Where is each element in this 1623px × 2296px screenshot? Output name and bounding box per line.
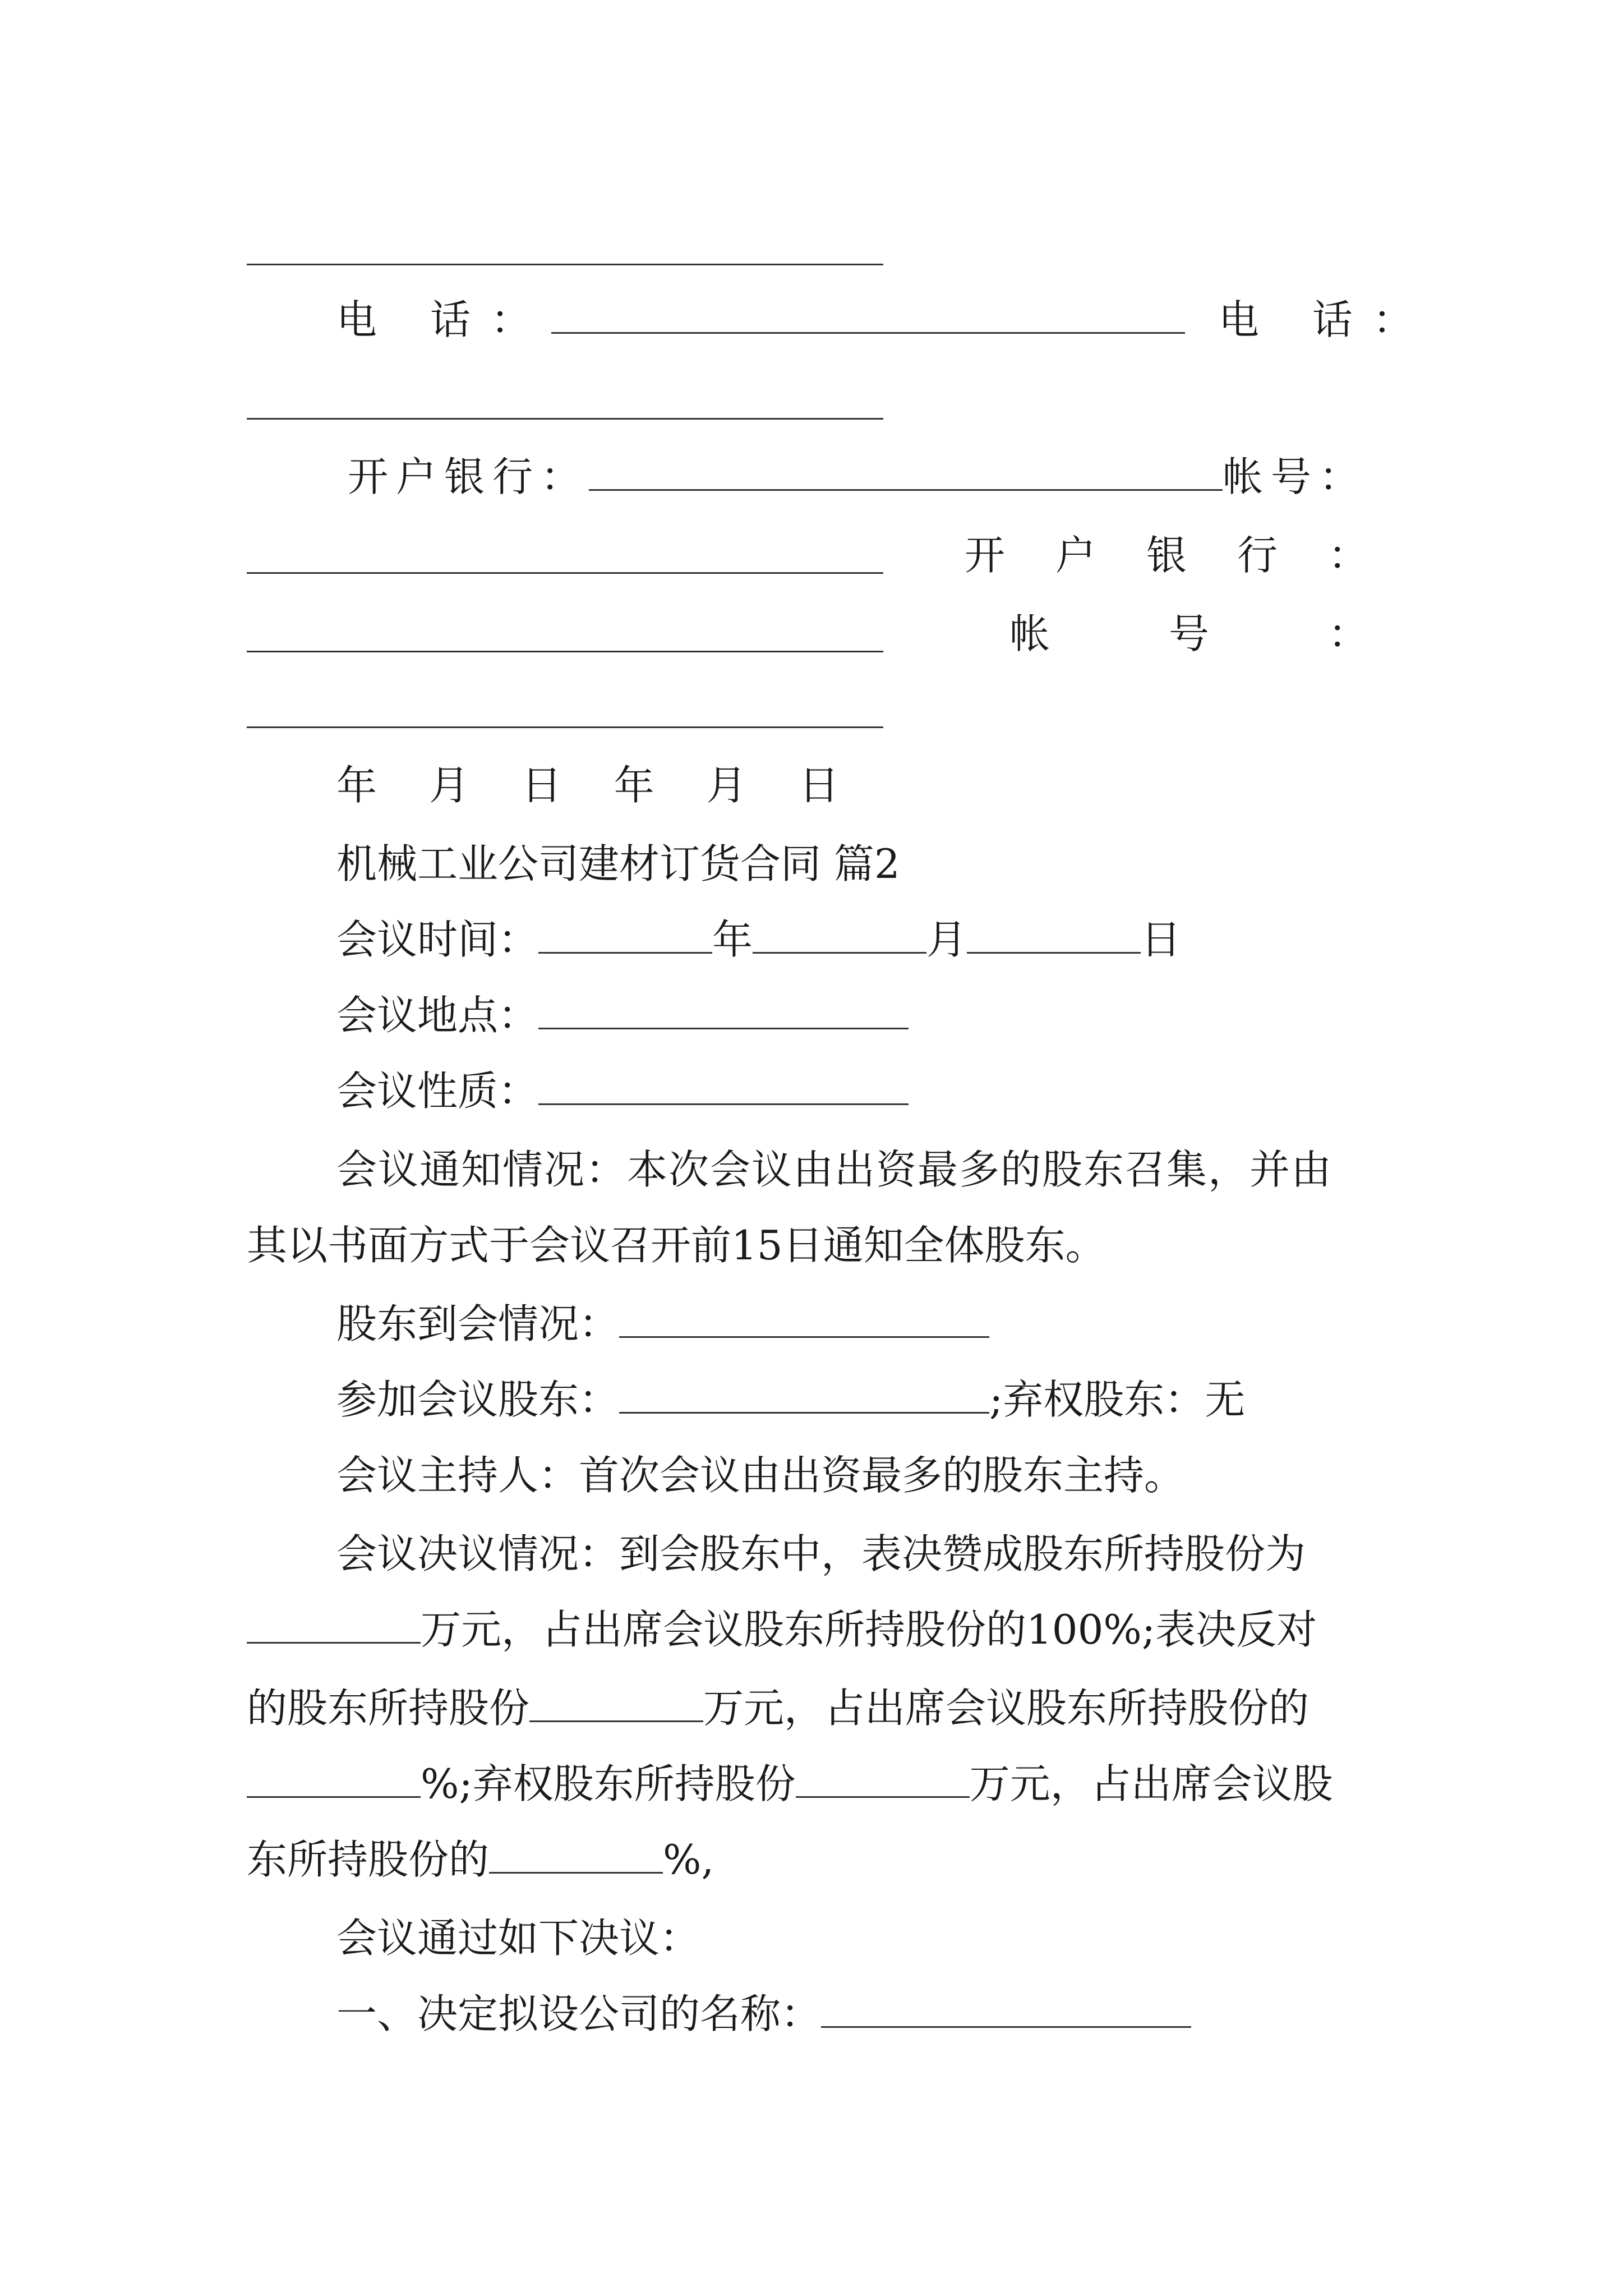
meeting-year-blank[interactable] bbox=[538, 913, 712, 954]
meeting-year-label: 年 bbox=[712, 916, 753, 963]
resolution-line-1 bbox=[336, 1520, 1469, 1588]
host-text: 会议主持人：首次会议由出资最多的股东主持。 bbox=[336, 1452, 1185, 1499]
resolution-text-2: 万元，占出席会议股东所持股份的100%;表决反对 bbox=[421, 1606, 1317, 1653]
phone-label-left: 电 话： bbox=[336, 296, 551, 343]
account-right-char: ： bbox=[1327, 610, 1368, 657]
meeting-nature-label: 会议性质： bbox=[336, 1068, 539, 1115]
participants-row bbox=[336, 1366, 1469, 1433]
meeting-place-label: 会议地点： bbox=[336, 992, 539, 1039]
meeting-place-blank[interactable] bbox=[538, 988, 909, 1029]
passed-label: 会议通过如下决议： bbox=[336, 1915, 700, 1962]
account-label-left: 帐号： bbox=[1223, 453, 1368, 500]
bank-right-char: 户 bbox=[1055, 532, 1096, 579]
blank-line bbox=[247, 264, 883, 265]
notice-line-2 bbox=[247, 1212, 1380, 1279]
phone-label-right: 电 话： bbox=[1218, 296, 1433, 343]
notice-line-1 bbox=[336, 1136, 1380, 1203]
abstain-text: ;弃权股东：无 bbox=[989, 1376, 1246, 1423]
resolution-text-4b: 万元，占出席会议股 bbox=[969, 1760, 1333, 1807]
notice-text-2: 其以书面方式于会议召开前15日通知全体股东。 bbox=[247, 1222, 1106, 1269]
resolution-line-5 bbox=[247, 1826, 1380, 1893]
meeting-nature-blank[interactable] bbox=[538, 1064, 909, 1105]
meeting-place-row bbox=[336, 982, 1469, 1049]
participants-blank[interactable] bbox=[619, 1373, 989, 1414]
section-title bbox=[336, 830, 1469, 898]
bank-label-left: 开户银行： bbox=[348, 453, 589, 500]
resolution-text-3b: 万元，占出席会议股东所持股份的 bbox=[703, 1685, 1310, 1732]
host-row bbox=[336, 1442, 1469, 1509]
resolution-text-5b: %, bbox=[663, 1836, 714, 1883]
phone-blank-left[interactable] bbox=[551, 293, 1185, 334]
account-blank-left[interactable] bbox=[247, 572, 883, 574]
passed-row bbox=[336, 1904, 1469, 1972]
resolution-line-2 bbox=[247, 1596, 1380, 1663]
resolution-text-4a: %;弃权股东所持股份 bbox=[421, 1760, 796, 1807]
account-right-char: 号 bbox=[1168, 610, 1209, 657]
oppose-amount-blank[interactable] bbox=[529, 1681, 703, 1722]
company-name-blank[interactable] bbox=[821, 1987, 1191, 2028]
bank-blank-right[interactable] bbox=[247, 651, 883, 652]
item-1-label: 一、决定拟设公司的名称： bbox=[336, 1990, 822, 2037]
date-line bbox=[336, 752, 1469, 819]
bank-right-char: 行 bbox=[1237, 532, 1278, 579]
account-label-right bbox=[1009, 600, 1368, 668]
abstain-amount-blank[interactable] bbox=[796, 1757, 970, 1798]
resolution-text-5a: 东所持股份的 bbox=[247, 1836, 490, 1883]
bank-right-char: 开 bbox=[965, 532, 1006, 579]
attendance-row bbox=[336, 1290, 1469, 1358]
bank-label-right bbox=[965, 522, 1368, 589]
meeting-time-label: 会议时间： bbox=[336, 916, 539, 963]
attendance-label: 股东到会情况： bbox=[336, 1300, 620, 1347]
resolution-text-1: 会议决议情况：到会股东中，表决赞成股东所持股份为 bbox=[336, 1530, 1306, 1577]
phone-row bbox=[336, 286, 1433, 353]
meeting-day-label: 日 bbox=[1141, 916, 1182, 963]
approve-amount-blank[interactable] bbox=[247, 1603, 421, 1644]
account-blank-right[interactable] bbox=[247, 726, 883, 728]
notice-text-1: 会议通知情况：本次会议由出资最多的股东召集，并由 bbox=[336, 1146, 1333, 1193]
account-right-char: 帐 bbox=[1009, 610, 1050, 657]
date-text: 年 月 日 年 月 日 bbox=[336, 762, 851, 809]
meeting-month-blank[interactable] bbox=[753, 913, 926, 954]
participants-label: 参加会议股东： bbox=[336, 1376, 620, 1423]
resolution-line-4 bbox=[247, 1750, 1380, 1818]
meeting-day-blank[interactable] bbox=[967, 913, 1141, 954]
abstain-percent-blank[interactable] bbox=[489, 1833, 663, 1874]
bank-right-char: 银 bbox=[1146, 532, 1187, 579]
meeting-time-row bbox=[336, 906, 1469, 973]
bank-right-char: ： bbox=[1327, 532, 1368, 579]
resolution-line-3 bbox=[247, 1674, 1380, 1742]
section-title-text: 机械工业公司建材订货合同 篇2 bbox=[336, 840, 900, 887]
meeting-nature-row bbox=[336, 1057, 1469, 1125]
meeting-month-label: 月 bbox=[926, 916, 967, 963]
phone-blank-right[interactable] bbox=[247, 418, 883, 420]
bank-blank-left[interactable] bbox=[589, 450, 1223, 491]
attendance-blank[interactable] bbox=[619, 1297, 989, 1338]
item-1-row bbox=[336, 1980, 1469, 2047]
bank-row bbox=[348, 443, 1391, 510]
oppose-percent-blank[interactable] bbox=[247, 1757, 421, 1798]
resolution-text-3a: 的股东所持股份 bbox=[247, 1685, 530, 1732]
